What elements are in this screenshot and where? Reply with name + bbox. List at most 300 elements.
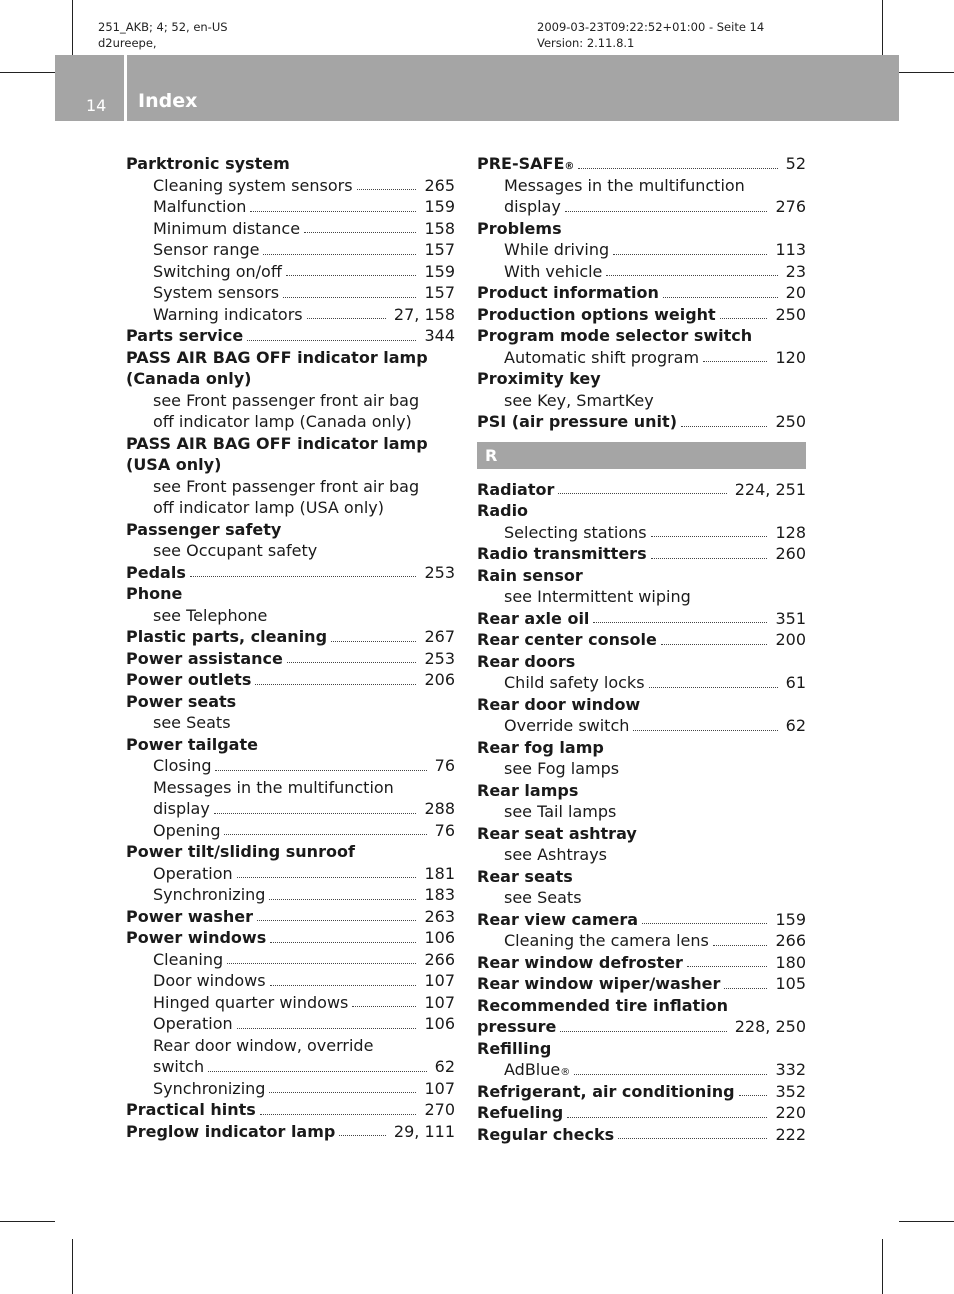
index-entry-text: Power seats <box>126 691 237 711</box>
index-entry <box>477 500 806 522</box>
index-entry-text: see Intermittent wiping <box>504 587 691 606</box>
index-entry <box>477 952 806 974</box>
index-entry-text: display <box>504 197 561 216</box>
index-entry-text: Power tailgate <box>126 734 258 754</box>
index-entry-text: Preglow indicator lamp <box>126 1121 336 1141</box>
index-entry-text: Rear door window <box>477 694 641 714</box>
print-meta-line: 2009-03-23T09:22:52+01:00 - Seite 14 <box>537 20 765 34</box>
dot-leader <box>270 942 416 943</box>
dot-leader <box>578 168 777 169</box>
index-entry-text: see Ashtrays <box>504 845 607 864</box>
dot-leader <box>247 340 416 341</box>
index-entry-text: Rear fog lamp <box>477 737 604 757</box>
index-entry <box>477 1038 806 1060</box>
index-entry-text: Product information <box>477 283 659 302</box>
index-entry-text: Rear seat ashtray <box>477 823 637 843</box>
index-subentry <box>126 261 455 283</box>
index-subentry <box>477 672 806 694</box>
index-subentry <box>126 777 455 799</box>
dot-leader <box>720 318 768 319</box>
index-entry-text: Hinged quarter windows <box>153 992 349 1012</box>
index-entry-text: Rear lamps <box>477 780 579 800</box>
dot-leader <box>613 254 767 255</box>
index-page-ref: 250 <box>775 412 806 431</box>
index-entry-text: Operation <box>153 863 233 883</box>
index-page-ref: 228, 250 <box>734 1017 806 1036</box>
index-entry-text: see Tail lamps <box>504 802 617 821</box>
crop-mark <box>882 0 883 55</box>
index-subentry <box>126 239 455 261</box>
index-subentry <box>126 411 455 433</box>
index-subentry <box>477 261 806 283</box>
index-entry-text: see Seats <box>153 713 231 732</box>
index-subentry <box>126 1056 455 1078</box>
index-entry-text: Rear center console <box>477 630 657 649</box>
index-subentry <box>477 844 806 866</box>
index-entry <box>126 454 455 476</box>
index-entry <box>477 780 806 802</box>
index-page-ref: 332 <box>775 1060 806 1079</box>
index-entry-text: Rear seats <box>477 866 573 886</box>
index-entry-text: Sensor range <box>153 240 260 259</box>
dot-leader <box>633 730 777 731</box>
dot-leader <box>208 1071 427 1072</box>
index-entries-r <box>477 479 806 1146</box>
page-title: Index <box>138 90 198 112</box>
dot-leader <box>283 297 416 298</box>
index-subentry <box>126 1035 455 1057</box>
dot-leader <box>237 877 417 878</box>
dot-leader <box>651 558 768 559</box>
index-entry <box>126 583 455 605</box>
dot-leader <box>681 426 767 427</box>
dot-leader <box>567 1117 767 1118</box>
index-entry-text: Problems <box>477 218 562 238</box>
dot-leader <box>558 493 726 494</box>
dot-leader <box>215 770 426 771</box>
index-entry-text: Refrigerant, air conditioning <box>477 1081 735 1101</box>
index-entry <box>126 153 455 175</box>
index-subentry <box>126 1013 455 1035</box>
index-subentry <box>126 1078 455 1100</box>
index-entry-text: Power assistance <box>126 648 283 668</box>
index-page-ref: 23 <box>785 261 806 281</box>
index-entry <box>126 433 455 455</box>
index-entry-text: see Front passenger front air bag <box>153 390 420 410</box>
index-entry-text: Refilling <box>477 1038 552 1058</box>
index-entry-text: Parts service <box>126 326 244 345</box>
dot-leader <box>263 254 416 255</box>
index-subentry <box>477 586 806 608</box>
index-entry <box>477 909 806 931</box>
dot-leader <box>663 297 778 298</box>
index-entry <box>477 282 806 304</box>
index-page-ref: 159 <box>424 197 455 216</box>
index-entry-text: display <box>153 799 210 818</box>
index-entry-text: PASS AIR BAG OFF indicator lamp <box>126 433 428 453</box>
index-entry-text: With vehicle <box>504 261 603 281</box>
index-entry-text: Synchronizing <box>153 1078 266 1098</box>
index-subentry <box>126 712 455 734</box>
index-entry <box>477 629 806 651</box>
dot-leader <box>560 1031 726 1032</box>
index-entry <box>477 304 806 326</box>
index-entry <box>126 1121 455 1143</box>
index-entry-text: Cleaning the camera lens <box>504 931 709 950</box>
index-entry-text: PSI (air pressure unit) <box>477 412 677 431</box>
index-page-ref: 250 <box>775 304 806 324</box>
index-entry <box>477 823 806 845</box>
index-subentry <box>126 992 455 1014</box>
index-entry-text: Cleaning system sensors <box>153 175 353 195</box>
dot-leader <box>260 1114 417 1115</box>
index-subentry <box>126 970 455 992</box>
dot-leader <box>214 813 417 814</box>
dot-leader <box>269 899 416 900</box>
dot-leader <box>237 1028 417 1029</box>
dot-leader <box>713 945 768 946</box>
print-meta-line: Version: 2.11.8.1 <box>537 36 635 50</box>
index-entry <box>126 626 455 648</box>
section-letter-bar: R <box>477 442 806 469</box>
index-entry-text: Power tilt/sliding sunroof <box>126 842 355 861</box>
index-page-ref: 344 <box>424 326 455 345</box>
index-entry <box>126 347 455 369</box>
index-page-ref: 120 <box>775 347 806 367</box>
index-page-ref: 76 <box>434 820 455 840</box>
index-page-ref: 159 <box>424 261 455 281</box>
dot-leader <box>703 361 767 362</box>
index-entry-text: Rain sensor <box>477 565 583 585</box>
index-page-ref: 113 <box>775 240 806 259</box>
index-subentry <box>126 605 455 627</box>
index-page-ref: 107 <box>424 971 455 990</box>
index-page-ref: 29, 111 <box>393 1121 455 1141</box>
index-entry-text: Rear view camera <box>477 909 639 929</box>
index-entry <box>477 325 806 347</box>
index-entry-text: Power outlets <box>126 670 252 689</box>
dot-leader <box>687 966 768 967</box>
index-entry-text: Power washer <box>126 906 254 926</box>
index-page-ref: 106 <box>424 928 455 947</box>
index-page-ref: 107 <box>424 992 455 1012</box>
index-entry <box>477 1124 806 1146</box>
index-page-ref: 266 <box>424 949 455 969</box>
header-divider <box>124 55 127 121</box>
index-page-ref: 220 <box>775 1103 806 1122</box>
index-entry-text: see Key, SmartKey <box>504 390 654 410</box>
index-entry-text: Practical hints <box>126 1100 256 1119</box>
index-page-ref: 267 <box>424 627 455 646</box>
index-entry-text: Malfunction <box>153 197 247 216</box>
index-entry: PRE-SAFE ® 52 <box>477 154 806 173</box>
index-entry-text: Switching on/off <box>153 261 282 281</box>
crop-mark <box>882 1239 883 1294</box>
index-entry-text: Radio <box>477 501 529 520</box>
index-entry <box>126 368 455 390</box>
index-entry <box>126 669 455 691</box>
index-entry-text: Door windows <box>153 971 266 990</box>
index-subentry <box>126 304 455 326</box>
index-entry-text: Regular checks <box>477 1124 615 1144</box>
index-page-ref: 224, 251 <box>734 479 806 499</box>
index-entry <box>477 479 806 501</box>
index-page-ref: 157 <box>424 283 455 302</box>
index-column-right <box>477 153 806 1145</box>
index-page-ref: 20 <box>785 283 806 302</box>
index-subentry <box>126 196 455 218</box>
print-meta-left <box>98 19 228 51</box>
dot-leader <box>661 644 768 645</box>
index-entry-text: Program mode selector switch <box>477 326 753 345</box>
index-page-ref: 128 <box>775 522 806 542</box>
index-entry-text: PASS AIR BAG OFF indicator lamp <box>126 347 428 367</box>
index-page-ref: 180 <box>775 952 806 972</box>
dot-leader <box>565 211 768 212</box>
index-entry-text: (Canada only) <box>126 369 252 388</box>
crop-mark <box>0 1221 55 1222</box>
index-subentry <box>477 801 806 823</box>
index-entry-text: Automatic shift program <box>504 347 700 367</box>
index-subentry <box>126 476 455 498</box>
index-page-ref: 253 <box>424 562 455 582</box>
dot-leader <box>724 988 767 989</box>
index-subentry <box>477 390 806 412</box>
index-entry-text: Rear doors <box>477 651 576 671</box>
index-subentry <box>477 239 806 261</box>
index-entry <box>126 519 455 541</box>
index-entry-text: Closing <box>153 756 212 775</box>
index-page-ref: 62 <box>785 716 806 735</box>
index-subentry <box>477 196 806 218</box>
dot-leader <box>618 1138 767 1139</box>
index-entry <box>477 1081 806 1103</box>
index-subentry <box>126 949 455 971</box>
dot-leader <box>651 536 768 537</box>
index-entry <box>477 694 806 716</box>
crop-mark <box>899 1221 954 1222</box>
crop-mark <box>0 72 55 73</box>
index-page-ref: 183 <box>424 885 455 904</box>
index-page-ref: 27, 158 <box>393 304 455 324</box>
index-entry-text: Selecting stations <box>504 522 647 542</box>
index-entry <box>477 866 806 888</box>
index-entry-text: Rear axle oil <box>477 608 590 628</box>
index-page-ref: 106 <box>424 1014 455 1033</box>
index-entry <box>126 1099 455 1121</box>
index-entry-text: Cleaning <box>153 949 224 969</box>
index-page-ref: 52 <box>785 154 806 173</box>
index-entry <box>126 562 455 584</box>
index-entry-text: Rear window wiper/washer <box>477 974 721 993</box>
print-meta-right <box>537 19 764 51</box>
index-entry-text: Child safety locks <box>504 673 645 692</box>
index-subentry <box>477 522 806 544</box>
index-page-ref: 351 <box>775 608 806 628</box>
index-entry-text: Rear door window, override <box>153 1035 374 1055</box>
index-page-ref: 157 <box>424 240 455 259</box>
index-page-ref: 352 <box>775 1081 806 1101</box>
index-entry <box>126 325 455 347</box>
index-entry-text: pressure <box>477 1017 557 1036</box>
index-entry-text: Refueling <box>477 1103 564 1122</box>
index-entry <box>126 648 455 670</box>
index-entry <box>477 995 806 1017</box>
index-entry-text: switch <box>153 1057 205 1076</box>
dot-leader <box>224 834 426 835</box>
index-subentry <box>477 930 806 952</box>
dot-leader <box>331 641 416 642</box>
print-meta-line: d2ureepe, <box>98 36 157 50</box>
index-entry <box>126 927 455 949</box>
index-subentry <box>126 820 455 842</box>
index-entry-text: Radio transmitters <box>477 544 647 563</box>
index-entry-text: see Front passenger front air bag <box>153 476 420 496</box>
index-entry-text: Warning indicators <box>153 304 303 324</box>
dot-leader <box>574 1074 767 1075</box>
index-page-ref: 276 <box>775 197 806 216</box>
dot-leader <box>227 963 416 964</box>
dot-leader <box>339 1135 386 1136</box>
index-column-left <box>126 153 455 1142</box>
index-page-ref: 107 <box>424 1078 455 1098</box>
index-page-ref: 260 <box>775 544 806 563</box>
index-entry-text: see Fog lamps <box>504 759 620 778</box>
index-entry <box>477 973 806 995</box>
index-entry-text: Override switch <box>504 716 630 735</box>
index-page-ref: 158 <box>424 218 455 238</box>
index-page-ref: 62 <box>434 1057 455 1076</box>
index-subentry <box>126 175 455 197</box>
index-page-ref: 105 <box>775 974 806 993</box>
index-entries-p <box>477 153 806 433</box>
index-entry-text: see Telephone <box>153 605 268 625</box>
index-entry <box>477 368 806 390</box>
index-subentry <box>477 347 806 369</box>
dot-leader <box>190 576 417 577</box>
index-subentry <box>126 755 455 777</box>
index-subentry <box>126 497 455 519</box>
index-subentry <box>126 540 455 562</box>
dot-leader <box>286 275 417 276</box>
index-entry <box>477 1016 806 1038</box>
crop-mark <box>72 1239 73 1294</box>
dot-leader <box>307 318 386 319</box>
index-entry-text: Recommended tire inflation <box>477 995 729 1015</box>
index-entry-text: Rear window defroster <box>477 952 683 972</box>
index-page-ref: 206 <box>424 670 455 689</box>
dot-leader <box>270 985 417 986</box>
index-entry-text: see Occupant safety <box>153 541 318 560</box>
index-entry <box>126 841 455 863</box>
dot-leader <box>269 1092 416 1093</box>
dot-leader <box>642 923 767 924</box>
index-subentry <box>477 758 806 780</box>
index-subentry <box>477 715 806 737</box>
index-entry-text: System sensors <box>153 283 280 302</box>
index-page-ref: 76 <box>434 756 455 775</box>
dot-leader <box>287 662 417 663</box>
dot-leader <box>352 1006 416 1007</box>
index-entry <box>477 1102 806 1124</box>
index-entry <box>126 906 455 928</box>
crop-mark <box>72 0 73 55</box>
index-entry-text: Radiator <box>477 479 555 499</box>
index-entry-text: Proximity key <box>477 369 601 388</box>
index-entry <box>126 734 455 756</box>
dot-leader <box>257 920 416 921</box>
index-page-ref: 61 <box>785 673 806 692</box>
index-page-ref: 266 <box>775 931 806 950</box>
index-entry <box>477 565 806 587</box>
index-subentry <box>126 798 455 820</box>
index-subentry <box>126 390 455 412</box>
index-entry-text: Operation <box>153 1014 233 1033</box>
index-page-ref: 270 <box>424 1100 455 1119</box>
crop-mark <box>899 72 954 73</box>
index-entry-text: Plastic parts, cleaning <box>126 627 328 646</box>
dot-leader <box>606 275 777 276</box>
page-number: 14 <box>86 96 107 115</box>
index-subentry <box>477 175 806 197</box>
index-entry <box>477 651 806 673</box>
index-subentry <box>126 884 455 906</box>
index-entry-text: Messages in the multifunction <box>153 777 394 797</box>
index-page-ref: 181 <box>424 863 455 883</box>
index-page-ref: 265 <box>424 175 455 195</box>
dot-leader <box>304 232 416 233</box>
index-subentry: AdBlue ® 332 <box>504 1060 806 1079</box>
index-subentry <box>477 887 806 909</box>
index-page-ref: 253 <box>424 648 455 668</box>
dot-leader <box>255 684 416 685</box>
index-entry <box>477 411 806 433</box>
dot-leader <box>357 189 417 190</box>
index-entry-text: Parktronic system <box>126 154 290 173</box>
index-entry-text: AdBlue <box>504 1060 561 1079</box>
index-page-ref: 159 <box>775 909 806 929</box>
dot-leader <box>250 211 416 212</box>
index-entry <box>477 218 806 240</box>
index-entry-text: Power windows <box>126 928 267 947</box>
index-entry-text: see Seats <box>504 888 582 907</box>
print-meta-line: 251_AKB; 4; 52, en-US <box>98 20 228 34</box>
index-entry-text: Production options weight <box>477 304 716 324</box>
index-entry <box>477 543 806 565</box>
index-entry <box>477 608 806 630</box>
index-entry-text: PRE-SAFE <box>477 154 565 173</box>
index-page-ref: 222 <box>775 1124 806 1144</box>
index-entry-text: Messages in the multifunction <box>504 175 745 195</box>
index-entry-text: While driving <box>504 240 610 259</box>
index-entry-text: Opening <box>153 820 221 840</box>
index-page-ref: 200 <box>775 630 806 649</box>
index-entry-text: off indicator lamp (Canada only) <box>153 412 412 431</box>
index-entry-text: Pedals <box>126 562 186 582</box>
dot-leader <box>739 1095 768 1096</box>
index-entry-text: Passenger safety <box>126 519 282 539</box>
index-entry-text: Phone <box>126 584 183 603</box>
index-page-ref: 288 <box>424 799 455 818</box>
dot-leader <box>649 687 778 688</box>
index-entry <box>477 737 806 759</box>
index-entry <box>126 691 455 713</box>
dot-leader <box>593 622 767 623</box>
index-subentry <box>126 218 455 240</box>
index-entry-text: Minimum distance <box>153 218 301 238</box>
index-entry-text: Synchronizing <box>153 885 266 904</box>
index-subentry <box>126 863 455 885</box>
